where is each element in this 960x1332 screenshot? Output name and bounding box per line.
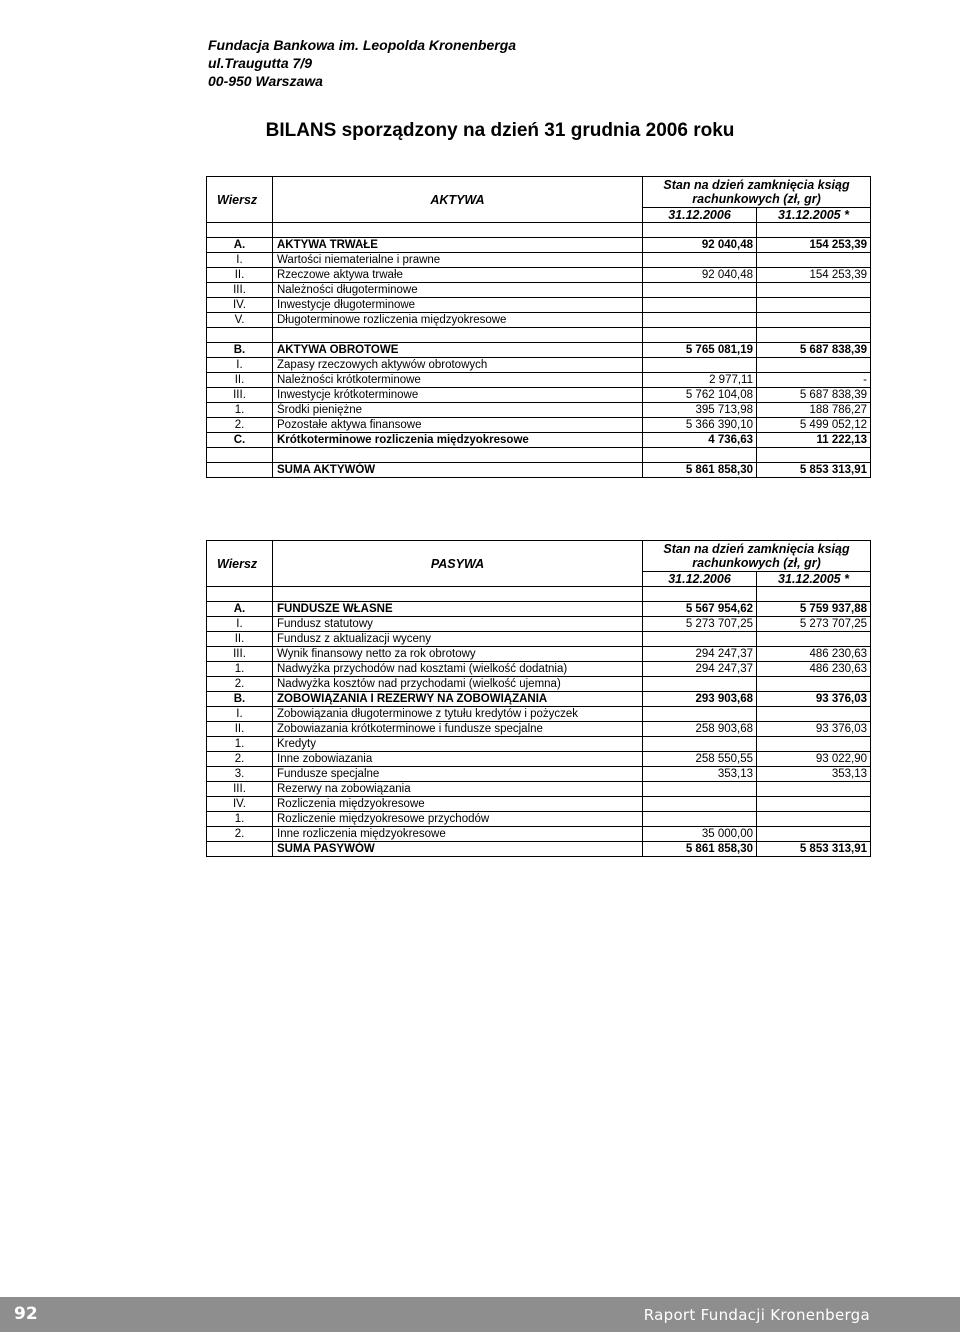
row-number: 2. bbox=[207, 752, 273, 767]
table-row bbox=[207, 602, 871, 617]
row-number bbox=[207, 463, 273, 478]
row-label: Zapasy rzeczowych aktywów obrotowych bbox=[273, 358, 643, 373]
row-label: SUMA AKTYWÓW bbox=[273, 463, 643, 478]
row-number bbox=[207, 842, 273, 857]
value-2005 bbox=[757, 737, 871, 752]
value-2006 bbox=[643, 313, 757, 328]
pasywa-header-stan-line2: rachunkowych (zł, gr) bbox=[692, 556, 821, 570]
value-2006: 293 903,68 bbox=[643, 692, 757, 707]
table-row bbox=[207, 298, 871, 313]
table-row bbox=[207, 358, 871, 373]
value-2006: 395 713,98 bbox=[643, 403, 757, 418]
row-number: 2. bbox=[207, 418, 273, 433]
organization-address bbox=[208, 36, 516, 90]
row-label: Inwestycje długoterminowe bbox=[273, 298, 643, 313]
row-number: II. bbox=[207, 632, 273, 647]
table-row bbox=[207, 647, 871, 662]
pasywa-body bbox=[207, 602, 871, 857]
row-label: Zobowiazania krótkoterminowe i fundusze specjalne bbox=[273, 722, 643, 737]
value-2006 bbox=[643, 253, 757, 268]
value-2005 bbox=[757, 812, 871, 827]
pasywa-header-date-2006: 31.12.2006 bbox=[643, 572, 757, 587]
table-row bbox=[207, 313, 871, 328]
table-row bbox=[207, 418, 871, 433]
row-label: Zobowiązania długoterminowe z tytułu kredytów i pożyczek bbox=[273, 707, 643, 722]
value-2006: 5 366 390,10 bbox=[643, 418, 757, 433]
value-2005 bbox=[757, 283, 871, 298]
value-2006: 294 247,37 bbox=[643, 647, 757, 662]
table-row bbox=[207, 388, 871, 403]
row-label: AKTYWA TRWAŁE bbox=[273, 238, 643, 253]
row-number: III. bbox=[207, 283, 273, 298]
table-row bbox=[207, 842, 871, 857]
value-2006 bbox=[643, 358, 757, 373]
value-2005 bbox=[757, 632, 871, 647]
value-2006 bbox=[643, 632, 757, 647]
row-number: B. bbox=[207, 692, 273, 707]
table-row bbox=[207, 343, 871, 358]
row-label: Wynik finansowy netto za rok obrotowy bbox=[273, 647, 643, 662]
row-label: Inne zobowiazania bbox=[273, 752, 643, 767]
document-title-text: BILANS sporządzony na dzień 31 grudnia 2006 roku bbox=[265, 120, 735, 141]
value-2005: - bbox=[757, 373, 871, 388]
table-row bbox=[207, 677, 871, 692]
table-row bbox=[207, 737, 871, 752]
value-2005 bbox=[757, 707, 871, 722]
aktywa-header-wiersz: Wiersz bbox=[207, 177, 273, 223]
value-2006: 5 567 954,62 bbox=[643, 602, 757, 617]
row-number: C. bbox=[207, 433, 273, 448]
pasywa-header-label: PASYWA bbox=[273, 541, 643, 587]
row-number: IV. bbox=[207, 797, 273, 812]
row-number: B. bbox=[207, 343, 273, 358]
value-2006: 353,13 bbox=[643, 767, 757, 782]
row-label: SUMA PASYWÓW bbox=[273, 842, 643, 857]
header-spacer-row bbox=[207, 587, 871, 602]
table-row bbox=[207, 373, 871, 388]
pasywa-header-wiersz: Wiersz bbox=[207, 541, 273, 587]
report-title: Raport Fundacji Kronenberga bbox=[643, 1306, 870, 1324]
value-2006 bbox=[643, 677, 757, 692]
row-label: Rzeczowe aktywa trwałe bbox=[273, 268, 643, 283]
table-row bbox=[207, 617, 871, 632]
table-row bbox=[207, 692, 871, 707]
value-2006 bbox=[643, 812, 757, 827]
pasywa-header-stan-line1: Stan na dzień zamknięcia ksiąg bbox=[663, 542, 850, 556]
value-2005: 5 853 313,91 bbox=[757, 463, 871, 478]
org-street: ul.Traugutta 7/9 bbox=[208, 55, 312, 71]
org-city: 00-950 Warszawa bbox=[208, 73, 323, 89]
row-label: ZOBOWIĄZANIA I REZERWY NA ZOBOWIĄZANIA bbox=[273, 692, 643, 707]
row-label: Długoterminowe rozliczenia międzyokresowe bbox=[273, 313, 643, 328]
row-number: I. bbox=[207, 253, 273, 268]
aktywa-table bbox=[206, 176, 871, 478]
row-number: I. bbox=[207, 358, 273, 373]
value-2006 bbox=[643, 298, 757, 313]
row-label: Należności krótkoterminowe bbox=[273, 373, 643, 388]
row-label: Należności długoterminowe bbox=[273, 283, 643, 298]
row-number: II. bbox=[207, 373, 273, 388]
value-2005: 93 376,03 bbox=[757, 692, 871, 707]
value-2005: 5 687 838,39 bbox=[757, 388, 871, 403]
table-row bbox=[207, 827, 871, 842]
value-2005: 5 759 937,88 bbox=[757, 602, 871, 617]
page-number: 92 bbox=[14, 1304, 38, 1324]
pasywa-header-stan bbox=[643, 541, 871, 572]
value-2005: 154 253,39 bbox=[757, 238, 871, 253]
value-2005 bbox=[757, 313, 871, 328]
value-2005: 5 687 838,39 bbox=[757, 343, 871, 358]
row-number: I. bbox=[207, 617, 273, 632]
table-row bbox=[207, 812, 871, 827]
row-number: 1. bbox=[207, 737, 273, 752]
row-label: Kredyty bbox=[273, 737, 643, 752]
value-2005: 5 499 052,12 bbox=[757, 418, 871, 433]
row-number: V. bbox=[207, 313, 273, 328]
value-2005 bbox=[757, 827, 871, 842]
value-2006: 2 977,11 bbox=[643, 373, 757, 388]
value-2005 bbox=[757, 677, 871, 692]
row-number: A. bbox=[207, 602, 273, 617]
value-2006: 294 247,37 bbox=[643, 662, 757, 677]
row-number: 1. bbox=[207, 403, 273, 418]
value-2006: 258 903,68 bbox=[643, 722, 757, 737]
row-number: 2. bbox=[207, 677, 273, 692]
aktywa-header-stan bbox=[643, 177, 871, 208]
value-2006: 5 861 858,30 bbox=[643, 463, 757, 478]
org-name: Fundacja Bankowa im. Leopolda Kronenberga bbox=[208, 37, 517, 53]
value-2006: 92 040,48 bbox=[643, 268, 757, 283]
table-row bbox=[207, 707, 871, 722]
row-label: Rozliczenia międzyokresowe bbox=[273, 797, 643, 812]
row-label: Fundusz z aktualizacji wyceny bbox=[273, 632, 643, 647]
aktywa-header-label: AKTYWA bbox=[273, 177, 643, 223]
table-row bbox=[207, 797, 871, 812]
value-2006: 258 550,55 bbox=[643, 752, 757, 767]
table-row bbox=[207, 253, 871, 268]
value-2005: 11 222,13 bbox=[757, 433, 871, 448]
row-number: 3. bbox=[207, 767, 273, 782]
row-number: IV. bbox=[207, 298, 273, 313]
row-label: FUNDUSZE WŁASNE bbox=[273, 602, 643, 617]
aktywa-header-stan-line2: rachunkowych (zł, gr) bbox=[692, 192, 821, 206]
aktywa-header-date-2005: 31.12.2005 * bbox=[757, 208, 871, 223]
value-2006 bbox=[643, 283, 757, 298]
aktywa-header-stan-line1: Stan na dzień zamknięcia ksiąg bbox=[663, 178, 850, 192]
row-number: II. bbox=[207, 268, 273, 283]
value-2006 bbox=[643, 797, 757, 812]
value-2006 bbox=[643, 737, 757, 752]
table-row bbox=[207, 463, 871, 478]
value-2006: 4 736,63 bbox=[643, 433, 757, 448]
row-label: Fundusze specjalne bbox=[273, 767, 643, 782]
table-row bbox=[207, 782, 871, 797]
pasywa-header-date-2005: 31.12.2005 * bbox=[757, 572, 871, 587]
pasywa-table bbox=[206, 540, 871, 857]
row-number: A. bbox=[207, 238, 273, 253]
value-2006: 5 762 104,08 bbox=[643, 388, 757, 403]
row-label: Rezerwy na zobowiązania bbox=[273, 782, 643, 797]
table-row bbox=[207, 268, 871, 283]
row-number: III. bbox=[207, 647, 273, 662]
row-number: 2. bbox=[207, 827, 273, 842]
row-number: III. bbox=[207, 782, 273, 797]
footer-bar bbox=[0, 1297, 960, 1332]
value-2006: 92 040,48 bbox=[643, 238, 757, 253]
row-number: III. bbox=[207, 388, 273, 403]
value-2005: 486 230,63 bbox=[757, 647, 871, 662]
table-row bbox=[207, 662, 871, 677]
table-row bbox=[207, 433, 871, 448]
value-2005: 93 376,03 bbox=[757, 722, 871, 737]
value-2005: 486 230,63 bbox=[757, 662, 871, 677]
value-2005 bbox=[757, 782, 871, 797]
row-label: AKTYWA OBROTOWE bbox=[273, 343, 643, 358]
row-number: 1. bbox=[207, 812, 273, 827]
table-row bbox=[207, 722, 871, 737]
value-2006: 5 861 858,30 bbox=[643, 842, 757, 857]
row-number: I. bbox=[207, 707, 273, 722]
row-label: Inne rozliczenia międzyokresowe bbox=[273, 827, 643, 842]
row-label: Pozostałe aktywa finansowe bbox=[273, 418, 643, 433]
value-2005 bbox=[757, 358, 871, 373]
value-2005: 154 253,39 bbox=[757, 268, 871, 283]
value-2006 bbox=[643, 707, 757, 722]
row-label: Nadwyżka kosztów nad przychodami (wielkość ujemna) bbox=[273, 677, 643, 692]
row-label: Wartości niematerialne i prawne bbox=[273, 253, 643, 268]
header-spacer-row bbox=[207, 223, 871, 238]
row-number: 1. bbox=[207, 662, 273, 677]
value-2005: 5 273 707,25 bbox=[757, 617, 871, 632]
row-label: Rozliczenie międzyokresowe przychodów bbox=[273, 812, 643, 827]
spacer-row bbox=[207, 448, 871, 463]
table-row bbox=[207, 767, 871, 782]
value-2005 bbox=[757, 797, 871, 812]
document-title bbox=[0, 120, 960, 142]
value-2005 bbox=[757, 253, 871, 268]
value-2005 bbox=[757, 298, 871, 313]
table-row bbox=[207, 403, 871, 418]
row-label: Nadwyżka przychodów nad kosztami (wielkość dodatnia) bbox=[273, 662, 643, 677]
value-2005: 5 853 313,91 bbox=[757, 842, 871, 857]
table-row bbox=[207, 238, 871, 253]
row-label: Fundusz statutowy bbox=[273, 617, 643, 632]
row-label: Środki pieniężne bbox=[273, 403, 643, 418]
table-row bbox=[207, 752, 871, 767]
row-number: II. bbox=[207, 722, 273, 737]
value-2006: 5 765 081,19 bbox=[643, 343, 757, 358]
value-2005: 188 786,27 bbox=[757, 403, 871, 418]
value-2006: 5 273 707,25 bbox=[643, 617, 757, 632]
value-2006 bbox=[643, 782, 757, 797]
table-row bbox=[207, 632, 871, 647]
spacer-row bbox=[207, 328, 871, 343]
table-row bbox=[207, 283, 871, 298]
value-2006: 35 000,00 bbox=[643, 827, 757, 842]
value-2005: 93 022,90 bbox=[757, 752, 871, 767]
aktywa-header-date-2006: 31.12.2006 bbox=[643, 208, 757, 223]
aktywa-body bbox=[207, 238, 871, 478]
row-label: Krótkoterminowe rozliczenia międzyokresowe bbox=[273, 433, 643, 448]
row-label: Inwestycje krótkoterminowe bbox=[273, 388, 643, 403]
value-2005: 353,13 bbox=[757, 767, 871, 782]
